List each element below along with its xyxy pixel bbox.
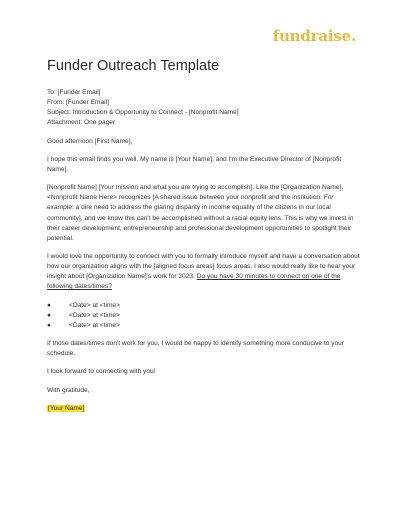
ask-paragraph xyxy=(47,252,360,292)
fundraise-logo: fundraise. xyxy=(272,27,356,45)
signature-placeholder: [Your Name] xyxy=(48,404,85,412)
date-options-list xyxy=(47,301,360,331)
bullet-marker: ● xyxy=(47,321,51,329)
mission-paragraph xyxy=(47,183,360,244)
mission-example-label: For example xyxy=(47,194,334,212)
bullet-marker: ● xyxy=(47,301,51,309)
list-item xyxy=(47,311,360,321)
document-title: Funder Outreach Template xyxy=(47,58,220,74)
date-option: <Date> at <time> xyxy=(69,311,120,319)
mission-text-2: : a dire need to address the glaring disparity in income equality of the citizens in our local community], and we know this can't be accomplished without a racial equity lens. This is why we invest in their career development, entrepreneurship and professional development opportunities to spotlight their potential. xyxy=(47,204,354,242)
header-from: From: [Funder Email] xyxy=(47,99,109,107)
fallback-paragraph: If those dates/times don't work for you, I would be happy to identify something more conducive to your schedule. xyxy=(47,340,345,358)
intro-paragraph: I hope this email finds you well. My name is [Your Name], and I'm the Executive Director of [Nonprofit Name]. xyxy=(47,155,342,173)
signoff: With gratitude, xyxy=(47,386,90,394)
date-option: <Date> at <time> xyxy=(69,301,120,309)
header-to: To: [Funder Email] xyxy=(47,89,101,96)
ask-underlined-question: Do you have 30 minutes to connect on one of the following dates/times? xyxy=(47,273,341,291)
list-item xyxy=(47,321,360,331)
ask-text: I would love the opportunity to connect with you to formally introduce myself and have a conversation about how our organization aligns with the [aligned focus areas] focus areas. I also would really like to hear your insight about [Organization Name]'s work for 2023. xyxy=(47,252,360,281)
bullet-marker: ● xyxy=(47,311,51,319)
header-attachment: Attachment: One pager xyxy=(47,119,116,127)
greeting: Good afternoon [First Name], xyxy=(47,137,133,145)
closing-line: I look forward to connecting with you! xyxy=(47,368,156,376)
mission-text-1: [Nonprofit Name] [Your mission and what you are trying to accomplish]. Like the [Organization Name], <Nonprofit Name Here> recognizes [A shared issue between your nonprofit and the institution. xyxy=(47,184,344,202)
signature-line xyxy=(47,404,360,414)
email-body xyxy=(47,88,360,414)
list-item xyxy=(47,301,360,311)
date-option: <Date> at <time> xyxy=(69,321,120,329)
header-subject: Subject: Introduction & Opportunity to Connect - [Nonprofit Name] xyxy=(47,109,239,117)
